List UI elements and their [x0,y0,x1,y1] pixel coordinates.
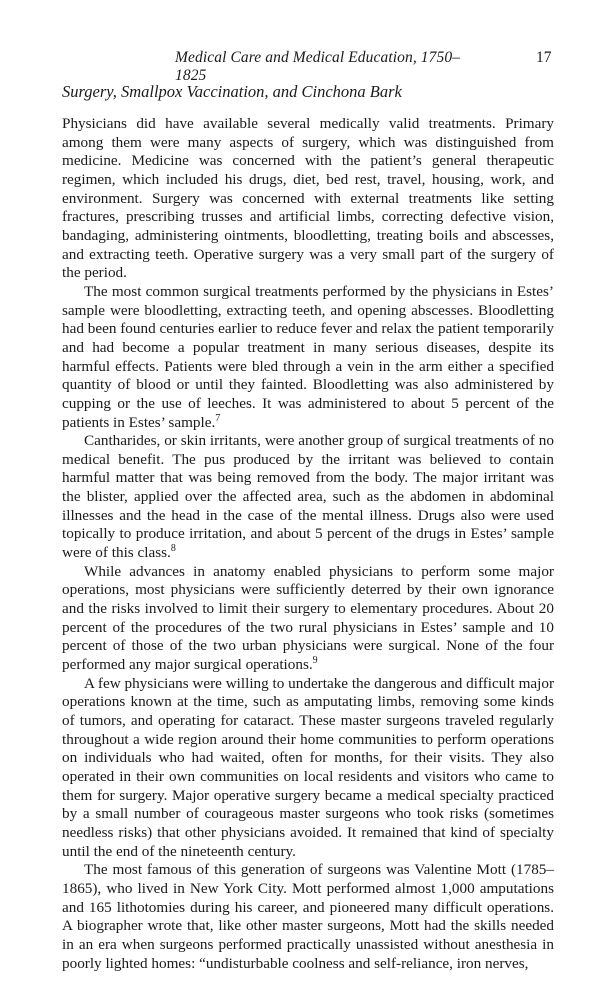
paragraph [62,861,554,973]
paragraph-text: A few physicians were willing to undertake the dangerous and difficult major operations known at the time, such as amputating limbs, removing some kinds of tumors, and operating for cataract. These master surgeons traveled regularly throughout a wide region around their home communities to perform operations on individuals who had waited, often for months, for their visits. They also operated in their own communities on local residents and visitors who came to them for surgery. Major operative surgery became a medical specialty practiced by a small number of courageous master surgeons who took risks (sometimes needless risks) that other physicians avoided. It remained that kind of specialty until the end of the nineteenth century. [62,674,554,860]
paragraph [62,115,554,283]
section-heading: Surgery, Smallpox Vaccination, and Cinchona Bark [62,82,402,101]
footnote-marker: 8 [170,543,176,555]
paragraph [62,283,554,432]
paragraph-text: The most famous of this generation of surgeons was Valentine Mott (1785–1865), who lived in New York City. Mott performed almost 1,000 amputations and 165 lithotomies during his career, and pioneered many difficult operations. A biographer wrote that, like other master surgeons, Mott had the skills needed in an era when surgeons performed practically unassisted without anesthesia in poorly lighted homes: “undisturbable coolness and self-reliance, iron nerves, [62,861,554,972]
paragraph-text: Cantharides, or skin irritants, were another group of surgical treatments of no medical benefit. The pus produced by the irritant was believed to contain harmful matter that was being removed from the body. The major irritant was the blister, applied over the affected area, such as the abdomen in abdominal illnesses and the head in the case of the mental illness. Drugs also were used topically to produce irritation, and about 5 percent of the drugs in Estes’ sample were of this class. [62,432,554,562]
paragraph-text: While advances in anatomy enabled physicians to perform some major operations, most physicians were sufficiently deterred by their own ignorance and the risks involved to limit their surgery to elementary procedures. About 20 percent of the procedures of the two rural physicians in Estes’ sample and 10 percent of those of the two urban physicians were surgical. None of the four performed any major surgical operations. [62,562,554,674]
page-number: 17 [536,49,552,66]
body-text [62,115,554,973]
footnote-marker: 9 [312,655,318,667]
paragraph [62,563,554,675]
paragraph [62,675,554,862]
paragraph [62,432,554,563]
running-head-title: Medical Care and Medical Education, 1750–1825 [175,49,461,84]
paragraph-text: Physicians did have available several medically valid treatments. Primary among them were many aspects of surgery, which was distinguished from medicine. Medicine was concerned with the patient’s general therapeutic regimen, which included his drugs, diet, bed rest, travel, housing, work, and environment. Surgery was concerned with external treatments like setting fractures, prescribing trusses and artificial limbs, correcting defective vision, bandaging, administering ointments, bloodletting, treating boils and abscesses, and extracting teeth. Operative surgery was a very small part of the surgery of the period. [62,115,554,282]
footnote-marker: 7 [215,412,221,424]
paragraph-text: The most common surgical treatments performed by the physicians in Estes’ sample were bloodletting, extracting teeth, and opening abscesses. Bloodletting had been found centuries earlier to reduce fever and relax the patient temporarily and had become a popular treatment in many serious diseases, despite its harmful effects. Patients were bled through a vein in the arm either a specified quantity of blood or until they fainted. Bloodletting was also administered by cupping or the use of leeches. It was administered to about 5 percent of the patients in Estes’ sample. [62,282,554,431]
